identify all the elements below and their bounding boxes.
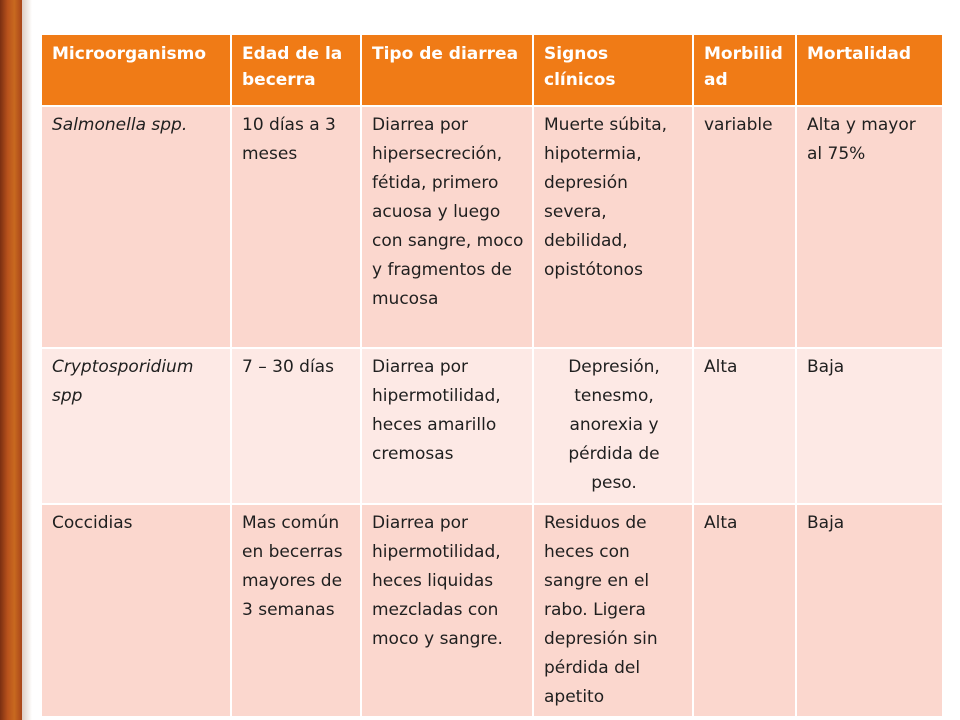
- header-mortalidad: Mortalidad: [796, 34, 943, 106]
- cell-microorganismo: Coccidias: [41, 504, 231, 717]
- header-morbilidad: Morbilid ad: [693, 34, 796, 106]
- table-header-row: [41, 34, 943, 106]
- cell-edad: 7 – 30 días: [231, 348, 361, 504]
- cell-microorganismo: Cryptosporidium spp: [41, 348, 231, 504]
- table-row: [41, 504, 943, 717]
- cell-tipo-diarrea: Diarrea por hipermotilidad, heces amarillo cremosas: [361, 348, 533, 504]
- side-bar-shadow: [22, 0, 32, 720]
- cell-tipo-diarrea: Diarrea por hipersecreción, fétida, primero acuosa y luego con sangre, moco y fragmentos de mucosa: [361, 106, 533, 348]
- table-row: [41, 106, 943, 348]
- cell-edad: 10 días a 3 meses: [231, 106, 361, 348]
- cell-mortalidad: Alta y mayor al 75%: [796, 106, 943, 348]
- header-signos: Signos clínicos: [533, 34, 693, 106]
- header-tipo-diarrea: Tipo de diarrea: [361, 34, 533, 106]
- cell-signos: Depresión, tenesmo, anorexia y pérdida de peso.: [533, 348, 693, 504]
- diarrhea-table: [40, 33, 944, 718]
- cell-mortalidad: Baja: [796, 504, 943, 717]
- cell-morbilidad: Alta: [693, 504, 796, 717]
- cell-mortalidad: Baja: [796, 348, 943, 504]
- header-edad: Edad de la becerra: [231, 34, 361, 106]
- cell-edad: Mas común en becerras mayores de 3 semanas: [231, 504, 361, 717]
- cell-morbilidad: Alta: [693, 348, 796, 504]
- diarrhea-table-container: [40, 33, 942, 718]
- cell-microorganismo: Salmonella spp.: [41, 106, 231, 348]
- cell-signos: Muerte súbita, hipotermia, depresión severa, debilidad, opistótonos: [533, 106, 693, 348]
- table-row: [41, 348, 943, 504]
- cell-signos: Residuos de heces con sangre en el rabo. Ligera depresión sin pérdida del apetito: [533, 504, 693, 717]
- decorative-side-bar: [0, 0, 22, 720]
- cell-morbilidad: variable: [693, 106, 796, 348]
- cell-tipo-diarrea: Diarrea por hipermotilidad, heces liquidas mezcladas con moco y sangre.: [361, 504, 533, 717]
- header-microorganismo: Microorganismo: [41, 34, 231, 106]
